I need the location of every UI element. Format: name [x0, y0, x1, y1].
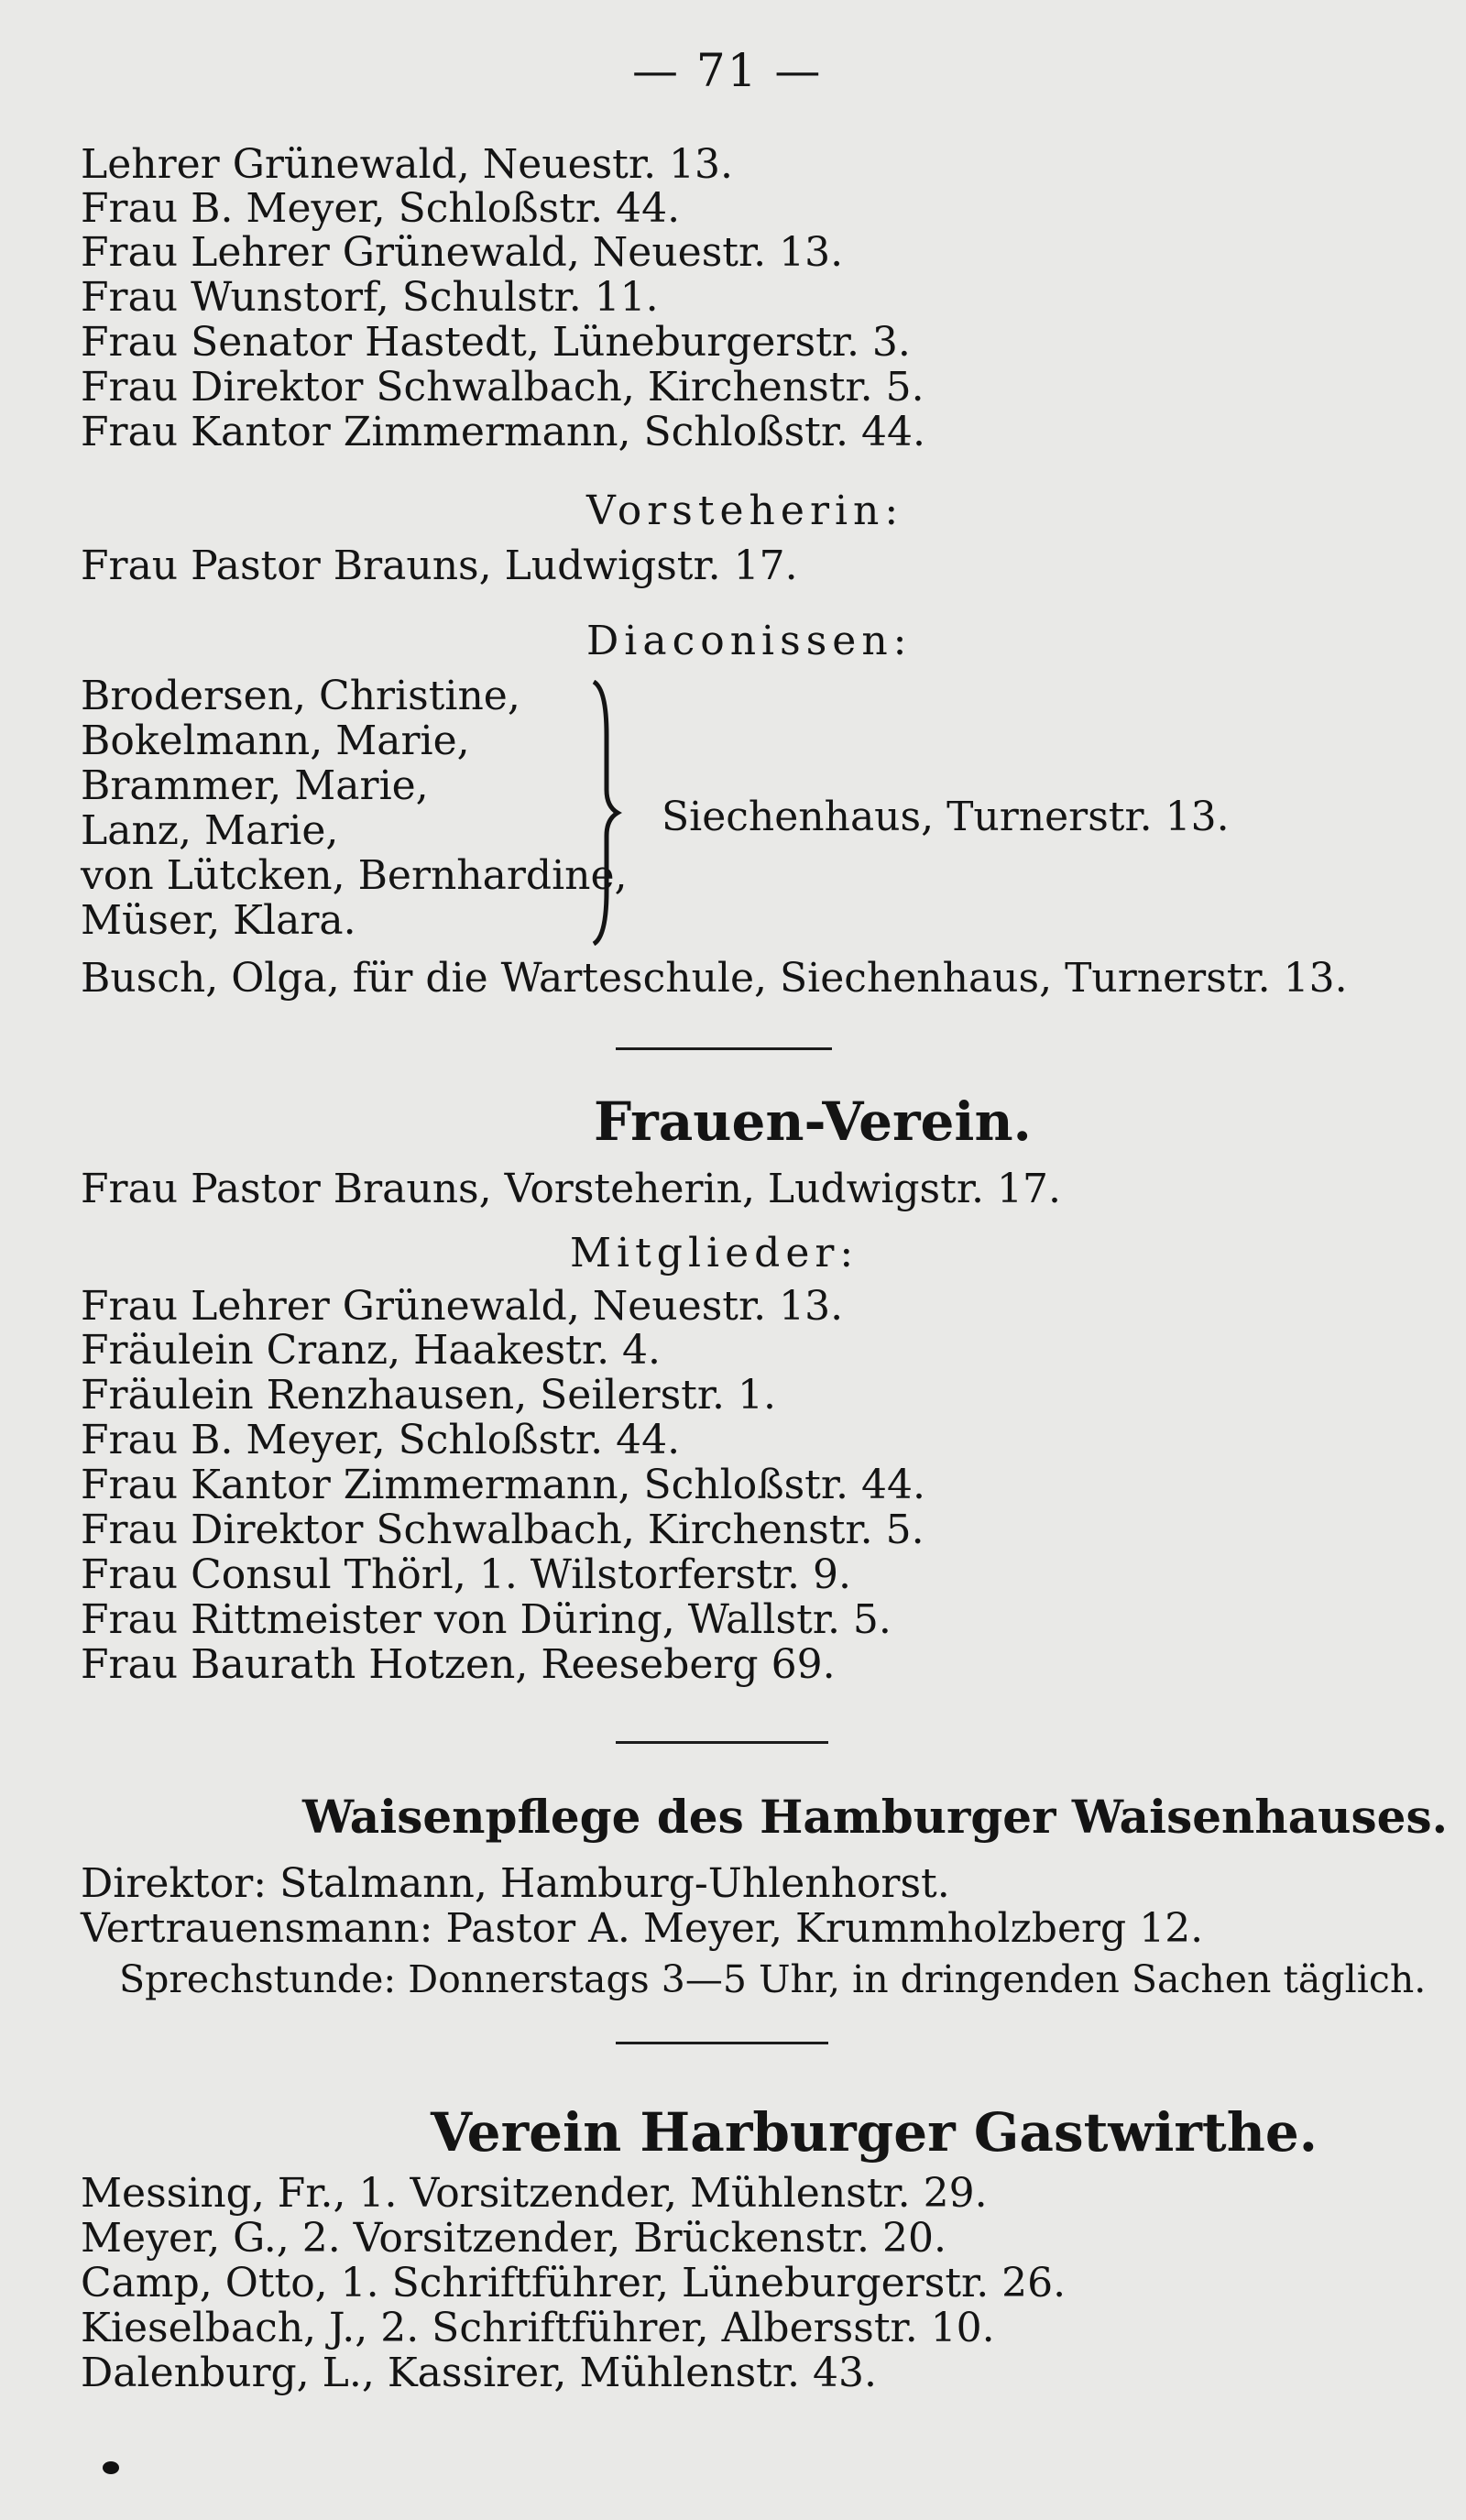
frauen-verein-vorsteherin: Frau Pastor Brauns, Vorsteherin, Ludwigstr. 17. — [81, 1166, 1061, 1212]
section-divider — [616, 1741, 828, 1744]
list-item: Frau Direktor Schwalbach, Kirchenstr. 5. — [81, 364, 924, 411]
list-item: Lehrer Grünewald, Neuestr. 13. — [81, 141, 734, 188]
vorsteherin-label: Vorsteherin: — [586, 488, 904, 534]
diaconisse-item: Brodersen, Christine, — [81, 673, 520, 719]
mitglied-item: Fräulein Renzhausen, Seilerstr. 1. — [81, 1372, 776, 1419]
gastwirth-item: Camp, Otto, 1. Schriftführer, Lüneburgerstr. 26. — [81, 2260, 1067, 2306]
list-item: Frau Wunstorf, Schulstr. 11. — [81, 274, 659, 321]
mitglied-item: Frau Lehrer Grünewald, Neuestr. 13. — [81, 1283, 844, 1330]
diaconisse-item: Brammer, Marie, — [81, 762, 429, 809]
list-item: Frau Lehrer Grünewald, Neuestr. 13. — [81, 229, 844, 276]
list-item: Frau Kantor Zimmermann, Schloßstr. 44. — [81, 409, 926, 455]
mitglied-item: Frau B. Meyer, Schloßstr. 44. — [81, 1417, 681, 1463]
busch-entry: Busch, Olga, für die Warteschule, Siechenhaus, Turnerstr. 13. — [81, 955, 1348, 1002]
mitglieder-label: Mitglieder: — [570, 1230, 859, 1276]
mitglied-item: Frau Direktor Schwalbach, Kirchenstr. 5. — [81, 1507, 924, 1553]
section-divider — [616, 1047, 832, 1050]
mitglied-item: Frau Baurath Hotzen, Reeseberg 69. — [81, 1641, 836, 1688]
section-title-waisenpflege: Waisenpflege des Hamburger Waisenhauses. — [302, 1790, 1448, 1844]
ink-spot — [103, 2461, 119, 2474]
diaconissen-address: Siechenhaus, Turnerstr. 13. — [662, 794, 1230, 840]
gastwirth-item: Kieselbach, J., 2. Schriftführer, Albersstr. 10. — [81, 2305, 995, 2351]
waisenpflege-direktor: Direktor: Stalmann, Hamburg-Uhlenhorst. — [81, 1860, 950, 1907]
mitglied-item: Frau Rittmeister von Düring, Wallstr. 5. — [81, 1596, 892, 1643]
gastwirth-item: Meyer, G., 2. Vorsitzender, Brückenstr. 20. — [81, 2215, 946, 2262]
diaconisse-item: Müser, Klara. — [81, 897, 356, 944]
list-item: Frau B. Meyer, Schloßstr. 44. — [81, 185, 681, 232]
waisenpflege-sprechstunde: Sprechstunde: Donnerstags 3—5 Uhr, in dringenden Sachen täglich. — [119, 1957, 1427, 2001]
gastwirth-item: Messing, Fr., 1. Vorsitzender, Mühlenstr. 29. — [81, 2170, 988, 2217]
page-number: — 71 — — [632, 44, 823, 97]
waisenpflege-vertrauensmann: Vertrauensmann: Pastor A. Meyer, Krummholzberg 12. — [81, 1905, 1204, 1952]
list-item: Frau Senator Hastedt, Lüneburgerstr. 3. — [81, 319, 911, 366]
section-title-frauen-verein: Frauen-Verein. — [594, 1090, 1032, 1153]
mitglied-item: Frau Consul Thörl, 1. Wilstorferstr. 9. — [81, 1551, 851, 1598]
diaconissen-label: Diaconissen: — [586, 618, 913, 664]
section-title-gastwirthe: Verein Harburger Gastwirthe. — [431, 2101, 1318, 2164]
section-divider — [616, 2042, 828, 2044]
diaconisse-item: von Lütcken, Bernhardine, — [81, 852, 628, 899]
vorsteherin-entry: Frau Pastor Brauns, Ludwigstr. 17. — [81, 542, 798, 589]
diaconisse-item: Lanz, Marie, — [81, 807, 339, 854]
curly-brace-icon — [586, 680, 623, 946]
gastwirth-item: Dalenburg, L., Kassirer, Mühlenstr. 43. — [81, 2350, 877, 2396]
mitglied-item: Fräulein Cranz, Haakestr. 4. — [81, 1327, 662, 1374]
mitglied-item: Frau Kantor Zimmermann, Schloßstr. 44. — [81, 1462, 926, 1508]
diaconisse-item: Bokelmann, Marie, — [81, 718, 470, 764]
